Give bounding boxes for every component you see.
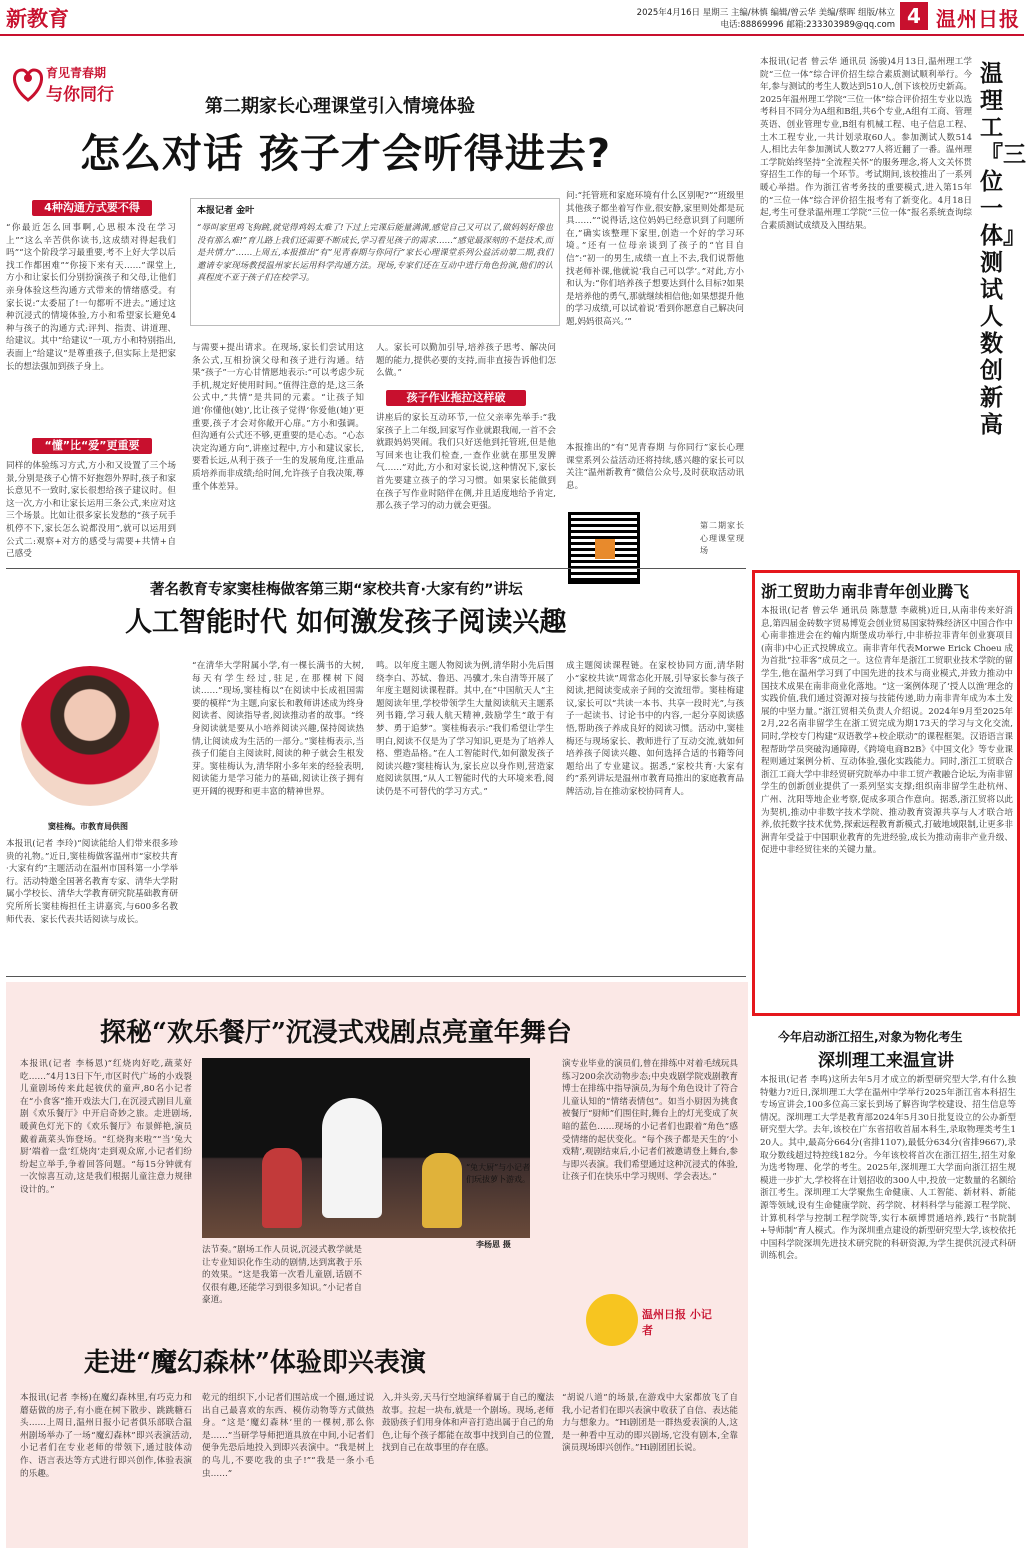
intro-box <box>190 198 560 326</box>
forest-col2: 乾元的组织下,小记者们围站成一个圈,通过说出自己最喜欢的东西、模仿动物等方式做热身。“这是‘魔幻森林’里的一棵树,那么你是……”当研学导师把道具放在中间,小记者们便争先恐后地投入到即兴表演中。“我是树上的鸟儿,不要吃我的虫子!”“我是一条小毛虫……” <box>202 1393 374 1479</box>
drama-photo-caption: “兔大厨”与小记者们玩拔萝卜游戏。 <box>466 1163 531 1184</box>
drama-story <box>6 982 748 1548</box>
subhead-understand-love: “懂”比“爱”更重要 <box>32 438 152 454</box>
column-logo <box>8 60 138 110</box>
rabbit-actor <box>322 1098 382 1218</box>
child-figure <box>262 1148 302 1228</box>
highlight-headline: 浙工贸助力南非青年创业腾飞 <box>761 582 970 601</box>
qr-caption: 第二期家长心理课堂现场 <box>700 521 744 556</box>
right-top-body: 本报讯(记者 曾云华 通讯员 汤骏)4月13日,温州理工学院“三位一体”综合评价招生综合素质测试顺利举行。今年,参与测试的考生人数达到510人,创下该校历史新高。2025年温州理工学院“三位一体”综合评价招生专业以选考科目不同分为A组和B组,共6个专业,A组有工商、管理英语、创业管理专业,B组有机械工程、电子信息工程、土木工程专业,一共计划录取60人。参加测试人数514人,相比去年参加测试人数277人将近翻了一番。温州理工学院始终坚持“全流程关怀”的服务理念,将人文关怀贯穿招生工作的每一个环节。考试期间,该校推出了一系列暖心举措。作为浙江省考务技的重要模式,进入第15年的“三位一体”综合评价招生报考有了新变化。4月18日起,考生可登录温州理工学院“三位一体”报名系统查询综合素质测试成绩及入围结果。 <box>760 57 972 231</box>
reporter-badge-label: 温州日报 小记者 <box>642 1308 712 1337</box>
intro-text: “辱叫家里鸡飞狗跳,就觉得鸡妈太难了!下过上完课后能量满满,感觉自己又可以了,做妈妈好像也没有那么难!”育儿路上我们还需要不断成长,学习看见孩子的需求……“感觉最深刻的不是技术,而是共情力”……上周五,本报推出“有”见青春期与你同行”家长心理课堂系列公益活动第二期,我们邀请专家现场教授温州家长运用科学沟通方法。现场,专家们还在互动中进行角色扮演,他们的认真程度不亚于孩子们在校学习。 <box>197 222 553 283</box>
middle-headline: 人工智能时代 如何激发孩子阅读兴趣 <box>125 607 567 638</box>
masthead-date: 2025年4月16日 星期三 主编/林慎 编辑/曾云华 美编/蔡晖 组版/林立 <box>636 8 895 18</box>
right-column <box>758 50 1024 1550</box>
middle-col1: 本报讯(记者 李玲)“阅读能给人们带来很多珍贵的礼物。”近日,窦桂梅做客温州市“家校共育·大家有约”主题活动在温州市国科第一小学举行。活动特邀全国著名教育专家、清华大学附属小学校长、清华大学教育研究院基础教育研究所所长窦桂梅担任主讲嘉宾,与600多名教师代表、家长代表共话阅读与成长。 <box>6 839 178 925</box>
top-reporter: 本报记者 金叶 <box>197 206 255 216</box>
drama-col1: 本报讯(记者 李杨恩)“红烧肉好吃,蔬菜好吃……”4月13日下午,市区时代广场的小戏裂儿童剧场传来此起彼伏的童声,80名小记者在“小食客”推开戏法大门,在沉浸式剧目儿童剧《欢乐餐厅》中开启奇妙之旅。走进剧场,暖黄色灯光下的《欢乐餐厅》布景鲜艳,演员戴着蔬菜头饰登场。“红烧狗来啦”“当‘兔大厨’端着一盘‘红烧肉’走到观众席,小记者们纷纷起立举手,争着回答问题。“每15分钟就有一次惊喜互动,这是我们根据儿童注意力规律设计的。” <box>20 1059 192 1195</box>
top-headline: 怎么对话 孩子才会听得进去? <box>80 131 612 177</box>
right-top-headline: 温理工『三位一体』测试人数创新高 <box>980 60 1026 438</box>
right-bottom-kicker: 今年启动浙江招生,对象为物化考生 <box>778 1030 963 1044</box>
highlight-body: 本报讯(记者 曾云华 通讯员 陈慧慧 李葳桃)近日,从南非传来好消息,第四届金砖数字贸易博览会创业贸易国家特殊经济区中国合作中心南非推进会在约翰内斯堡成功举行,中非桥拉菲青年创业赛项目(南非)中心正式投牌成立。南非青年代表Morwe Erick Choeu 成为首批“拉菲客”成员之一。这位青年是浙江工贸职业技术学院的留学生,他在温州学习到了中国先进的技术与商业模式,并致力推动中国技术成果在南非商业化落地。“这一案例体现了‘授人以渔’理念的实践价值,我们通过资源对接与技能传递,助力南非青年成为本土发展的中坚力量。”浙江贸相关负责人介绍说。2024年9月至2025年2月,22名南非留学生在浙工贸完成为期173天的学习与文化交流,同时,学校专门构建“双语教学+校企联动”的课程框架。汉语语言课程帮助学员突破沟通障碍,《跨境电商B2B》《中国文化》等专业课程则通过案例分析、互动体验,强化实践能力。同时,浙江工贸联合浙江工商大学中非经贸研究院举办中非工贸产教融合论坛,为南非留学生的创新创业提供了一系列坚实支撑;组织南非留学生赴杭州、广州、沈阳等地企业考察,促成多项合作意向。据悉,浙江贸将以此为契机,推动中非数字技术学院、推动教育资源共享与人才联合培养,依托数字技术优势,探索远程教育新模式,打破地域限制,让更多非洲青年受益于中国职业教育的先进经验,成长为推动南非产业升级、促进中非经贸往来的关键力量。 <box>761 606 1013 856</box>
subhead-homework: 孩子作业拖拉这样破 <box>386 390 526 406</box>
qr-logo-icon <box>595 539 615 559</box>
middle-col4: 成主题阅读课程链。在家校协同方面,清华附小“家校共读”周常态化开展,引导家长参与孩子阅读,把阅读变成亲子间的交流纽带。窦桂梅建议,家长可以“共读一本书、共享一段时光”,与孩子一起读书、讨论书中的内容,一起分享阅读感悟,帮助孩子养成良好的阅读习惯。活动中,窦桂梅还与现场家长、教师进行了互动交流,就如何培养孩子阅读兴趣、如何选择合适的书籍等问题给出了专业建议。据悉,“家校共育·大家有约”系列讲坛是温州市教育局推出的家庭教育品牌活动,旨在推动家校协同育人。 <box>566 661 744 797</box>
top-col3a: 人。家长可以勤加引导,培养孩子思考、解决问题的能力,提供必要的支持,而非直接告诉他们怎么做。” <box>376 343 556 379</box>
forest-col3: 入,并头旁,天马行空地演绎着属于自己的魔法故事。拉起一块布,就是一个剧场。现场,老师鼓励孩子们用身体和声音打造出属于自己的角色,让每个孩子都能在故事中找到自己的位置,找到自己在故事里的存在感。 <box>382 1393 554 1454</box>
child-figure <box>422 1153 462 1228</box>
drama-col2: 法节奏。”剧场工作人员说,沉浸式教学就是让专业知识化作生动的剧情,达到寓教于乐的效果。“这是我第一次看儿童剧,话剧不仅很有趣,还能学习到很多知识。”小记者自豪道。 <box>202 1245 362 1306</box>
masthead <box>0 0 1024 36</box>
middle-photo-caption: 窦桂梅。市教育局供图 <box>48 821 128 831</box>
section-title: 新教育 <box>6 7 69 31</box>
qr-code[interactable] <box>568 512 640 584</box>
top-col4b: 本报推出的“有”见青春期 与你同行”家长心理课堂系列公益活动还将持续,感兴趣的家长可以关注“温州新教育”微信公众号,及时获取活动讯息。 <box>566 443 744 491</box>
drama-headline: 探秘“欢乐餐厅”沉浸式戏剧点亮童年舞台 <box>100 1018 572 1048</box>
middle-col3: 鸣。以年度主题人物阅读为例,清华附小先后围绕李白、苏轼、鲁迅、冯骥才,朱自清等开展了年度主题阅读课程群。其中,在“中国航天人”主题阅读年里,学校带领学生大量阅读航天主题系列书籍,学习载人航天精神,鼓励学生“敢于有梦、勇于追梦”。窦桂梅表示:“我们希望让学生明白,阅读不仅是为了学习知识,更是为了培养人格、塑造品格。”在人工智能时代,如何激发孩子阅读兴趣?窦桂梅认为,家长应以身作则,营造家庭阅读氛围,“从人工智能时代的大环境来看,阅读仍是不可替代的学习方式。” <box>376 661 554 797</box>
drama-photo <box>202 1058 530 1238</box>
divider-top <box>6 568 746 569</box>
masthead-contact: 电话:88869996 邮箱:233303989@qq.com <box>720 20 895 30</box>
top-kicker: 第二期家长心理课堂引入情境体验 <box>205 96 475 117</box>
right-bottom-body: 本报讯(记者 李鸣)这所去年5月才成立的新型研究型大学,有什么独特魅力?近日,深圳理工大学在温州中学举行2025年浙江省本科招生专场宣讲会,100多位高三家长到场了解咨询学校建设、招生信息等情况。深圳理工大学是教育部2024年5月30日批复设立的公办新型研究型大学。去年,该校在广东省招收首届本科生,录取物理类考生120人。其中,最高分664分(省排1107),最低分634分(省排9667),录取分数线超过特控线182分。今年该校将首次在浙江招生,招生对象为选考物理、化学的考生。2025年,深圳理工大学面向浙江招生规模进一步扩大,学校将在计划招收的300人中,投放一定数量的名额给浙江考生。深圳理工大学聚焦生命健康、人工智能、新材料、新能源等领域,设有生命健康学院、药学院、材料科学与能源工程学院、计算机科学与控制工程学院等,实行本硕博贯通培养,践行“书院制+导师制”育人模式。作为深圳重点建设的新型研究型大学,该校依托中国科学院深圳先进技术研究院的科研资源,为学生提供沉浸式科研训练机会。 <box>760 1075 1016 1262</box>
top-story <box>0 50 752 560</box>
middle-story <box>0 576 752 971</box>
divider-middle <box>6 976 746 977</box>
top-col1a: “你最近怎么回事啊,心思根本没在学习上”“这么辛苦供你读书,这成绩对得起我们吗”“这个阶段学习最重要,考不上好大学以后找工作都困难”“你接下来有天……”课堂上,方小和让家长们分别扮演孩子和父母,让他们亲身体验这些沟通方式带来的情绪感受。有家长说:“太委屈了!一句都听不进去。”通过这种沉浸式的情境体验,方小和希望家长避免4种与孩子的沟通方式:评判、指责、讲道理、给建议。其中“给建议”一项,方小和特别指出,表面上“给建议”是尊重孩子,但实际上是把家长的想法强加到孩子身上。 <box>6 223 176 372</box>
forest-headline: 走进“魔幻森林”体验即兴表演 <box>84 1348 426 1378</box>
middle-kicker: 著名教育专家窦桂梅做客第三期“家校共育·大家有约”讲坛 <box>150 582 523 598</box>
yellow-circle-icon <box>586 1294 638 1346</box>
expert-photo <box>20 666 160 806</box>
logo-line2: 与你同行 <box>46 85 114 105</box>
drama-col3: 演专业毕业的演员们,曾在排练中对着毛绒玩具练习200余次动物步态;中央戏剧学院戏剧教育博士在排练中指导演员,为每个角色设计了符合儿童认知的“情绪表情包”。如当小厨因为挑食被餐厅“厨师”们围住时,舞台上的灯光变成了灰暗的蓝色……现场的小记者们也跟着“角色”感受情绪的起伏变化。“每个孩子都是天生的‘小戏精’,观剧结束后,小记者们被邀请登上舞台,参与即兴表演。我们希望通过这种沉浸式的体验,让孩子们在快乐中学习规则、学会表达。” <box>562 1059 738 1183</box>
top-col4: 问:“托管班和家庭环境有什么区别呢?”“班级里其他孩子都坐着写作业,很安静,家里则处都是玩具……”“说得话,这位妈妈已经意识到了问题所在,”确实该整理下家里,创造一个好的学习环境。”还有一位母亲谈到了孩子的“官目自信”:“初一的男生,成绩一直上不去,我们说帮他找老师补课,他就说‘我自己可以学’。”对此,方小和认为:“你们培养孩子想要达到什么目标?如果是培养他的勇气,那就继续相信他;如果想提升他的学习成绩,可以试着说‘看到你愿意自己解决问题,妈妈很高兴。’” <box>566 191 744 327</box>
logo-line1: 育见青春期 <box>46 66 107 80</box>
middle-col2: “在清华大学附属小学,有一棵长满书的大树,每天有学生经过,驻足,在那棵树下阅读……”现场,窦桂梅以“在阅读中长成祖国需要的模样”为主题,向家长和教师讲述成为终身阅读者、阅读指导者,阅读推动者的故事。“终身阅读就是要从小培养阅读兴趣,保持阅读热情,让阅读成为生活的一部分。”窦桂梅表示,当孩子们能自主阅读时,阅读的种子就会生根发芽。窦桂梅认为,清华附小多年来的经验表明,阅读能力是学习能力的基础,阅读让孩子拥有更开阔的视野和更丰富的精神世界。 <box>192 661 364 797</box>
right-bottom-headline: 深圳理工来温宣讲 <box>818 1051 954 1071</box>
top-col2: 与需要+提出请求。在现场,家长们尝试用这条公式,互相扮演父母和孩子进行沟通。结果“孩子”一方心甘情愿地表示:“可以考虑少玩手机,规定好使用时间。”值得注意的是,这三条公式中,“共情”是共同的元素。“让孩子知道‘你懂他(她)’,比让孩子觉得‘你爱他(她)’更重要,孩子才会对你敞开心扉。”方小和强调。但沟通有公式还不够,更重要的是心态。“心态决定沟通方向”,讲座过程中,方小和建议家长,要看长远,从利于孩子一生的发展角度,注重品质培养而非成绩;给时间,允许孩子自我决策,尊重个体差异。 <box>192 343 364 492</box>
paper-name: 温州日报 <box>936 7 1020 31</box>
reporter-badge <box>586 1294 726 1354</box>
top-col1b: 同样的体验练习方式,方小和又设置了三个场景,分别是孩子心情不好抱怨外界时,孩子和家长意见不一致时,家长很想给孩子建议时。但这一次,方小和让家长运用三条公式,来应对这三个场景。比如让很多家长发愁的“孩子玩手机停不下,家长怎么说都没用”,就可以运用到公式二:观察+对方的感受与需要+共情+自己感受 <box>6 461 176 560</box>
page-number: 4 <box>900 2 928 30</box>
subhead-4-methods: 4种沟通方式要不得 <box>32 200 152 216</box>
forest-col1: 本报讯(记者 李杨)在魔幻森林里,有巧克力和蘑菇做的房子,有小鹿在树下散步、跳跳糖石头……上周日,温州日报小记者俱乐部联合温州剧场举办了一场“魔幻森林”即兴表演活动,小记者们在专业老师的带领下,通过肢体动作、语言表达等方式进行即兴创作,体验表演的乐趣。 <box>20 1393 192 1479</box>
top-col3b: 讲座后的家长互动环节,一位父亲率先举手:“我家孩子上二年级,回家写作业就跟我闹,一首不会就跟妈妈哭闹。我们只好送他到托管班,但是他写回来也让我们检查,一查作业就在那里发脾气……”对此,方小和对家长说,这种情况下,家长首先要建立孩子的学习习惯。如果家长能做到在孩子写作业时陪伴在侧,并且适度地给予肯定,那么孩子学习的动力就会更强。 <box>376 413 556 512</box>
drama-photo-credit: 李杨恩 摄 <box>476 1239 511 1249</box>
heart-logo-icon <box>8 64 48 104</box>
forest-col4: “胡说八道”的场景,在游戏中大家都放飞了自我,小记者们在即兴表演中收获了自信、表达能力与想象力。“Hi剧团是一群热爱表演的人,这是一种看中互动的即兴剧场,它没有剧本,全靠演员现场即兴创作。”Hi剧团团长说。 <box>562 1393 738 1454</box>
highlight-box[interactable] <box>752 570 1020 1016</box>
